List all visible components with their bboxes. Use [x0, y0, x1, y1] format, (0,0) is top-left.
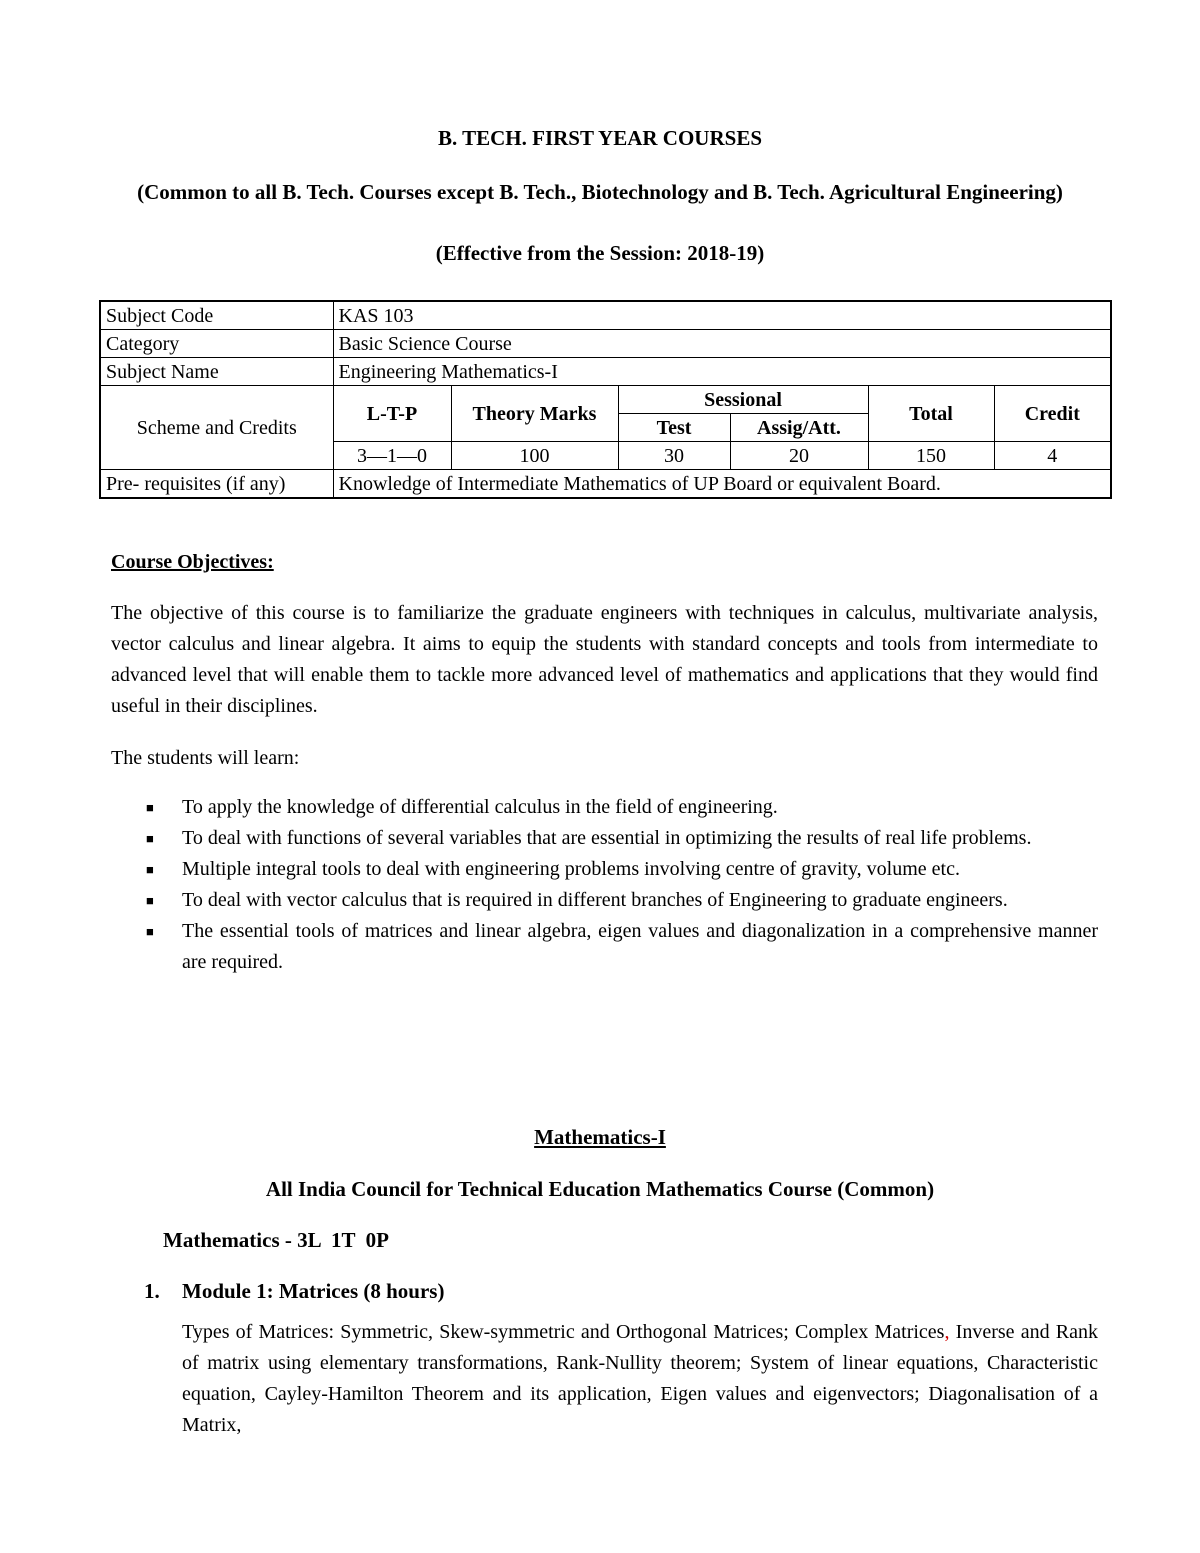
bullet-icon: ■ [146, 893, 154, 908]
table-row [100, 330, 1111, 358]
course-info-table [99, 300, 1112, 499]
assig-header: Assig/Att. [730, 414, 868, 442]
effective-session: (Effective from the Session: 2018-19) [435, 241, 765, 265]
course-objectives-heading: Course Objectives: [111, 551, 274, 573]
total-value: 150 [868, 442, 994, 470]
learn-intro: The students will learn: [111, 747, 300, 769]
document-title: B. TECH. FIRST YEAR COURSES [437, 126, 763, 150]
prereq-label: Pre- requisites (if any) [100, 470, 333, 499]
test-header: Test [618, 414, 730, 442]
mathematics-heading: Mathematics-I [534, 1125, 666, 1149]
aicte-course-title: All India Council for Technical Education Mathematics Course (Common) [265, 1177, 935, 1201]
subject-name-value: Engineering Mathematics-I [333, 358, 1111, 386]
scheme-line: Mathematics - 3L 1T 0P [163, 1228, 389, 1252]
assig-value: 20 [730, 442, 868, 470]
list-item: ■ The essential tools of matrices and linear algebra, eigen values and diagonalization in a comprehensive manner are required. [111, 916, 1098, 978]
bullet-icon: ■ [146, 800, 154, 815]
list-item: ■ Multiple integral tools to deal with engineering problems involving centre of gravity, volume etc. [111, 854, 1098, 885]
category-label: Category [100, 330, 333, 358]
list-item: ■ To apply the knowledge of differential calculus in the field of engineering. [111, 792, 1098, 823]
test-value: 30 [618, 442, 730, 470]
objectives-list [111, 792, 1098, 978]
theory-value: 100 [451, 442, 618, 470]
bullet-icon: ■ [146, 924, 154, 939]
list-item: ■ To deal with functions of several variables that are essential in optimizing the results of real life problems. [111, 823, 1098, 854]
objectives-paragraph: The objective of this course is to familiarize the graduate engineers with techniques in calculus, multivariate analysis, vector calculus and linear algebra. It aims to equip the students with standard concepts and tools from intermediate to advanced level that will enable them to tackle more advanced level of mathematics and applications that they would find useful in their disciplines. [111, 602, 1098, 717]
prereq-value: Knowledge of Intermediate Mathematics of UP Board or equivalent Board. [333, 470, 1111, 499]
list-item: ■ To deal with vector calculus that is required in different branches of Engineering to graduate engineers. [111, 885, 1098, 916]
sessional-header: Sessional [618, 386, 868, 414]
theory-marks-header: Theory Marks [451, 386, 618, 442]
total-header: Total [868, 386, 994, 442]
module-number: 1. [144, 1279, 160, 1303]
scheme-label: Scheme and Credits [100, 386, 333, 470]
subject-code-label: Subject Code [100, 301, 333, 330]
module-description: Types of Matrices: Symmetric, Skew-symmetric and Orthogonal Matrices; Complex Matrices, Inverse and Rank of matrix using elementary transformations, Rank-Nullity theorem; System of linear equations, Characteristic equation, Cayley-Hamilton Theorem and its application, Eigen values and eigenvectors; Diagonalisation of a Matrix, [182, 1321, 1098, 1436]
bullet-icon: ■ [146, 831, 154, 846]
subject-name-label: Subject Name [100, 358, 333, 386]
ltp-header: L-T-P [333, 386, 451, 442]
credit-header: Credit [994, 386, 1111, 442]
table-row [100, 301, 1111, 330]
table-row [100, 386, 1111, 414]
table-row [100, 470, 1111, 499]
table-row [100, 358, 1111, 386]
module-title: Module 1: Matrices (8 hours) [182, 1279, 445, 1303]
bullet-icon: ■ [146, 862, 154, 877]
document-subtitle: (Common to all B. Tech. Courses except B. Tech., Biotechnology and B. Tech. Agricultural Engineering) [137, 180, 1063, 204]
subject-code-value: KAS 103 [333, 301, 1111, 330]
category-value: Basic Science Course [333, 330, 1111, 358]
highlighted-comma: , [944, 1321, 950, 1343]
credit-value: 4 [994, 442, 1111, 470]
ltp-value: 3—1—0 [333, 442, 451, 470]
